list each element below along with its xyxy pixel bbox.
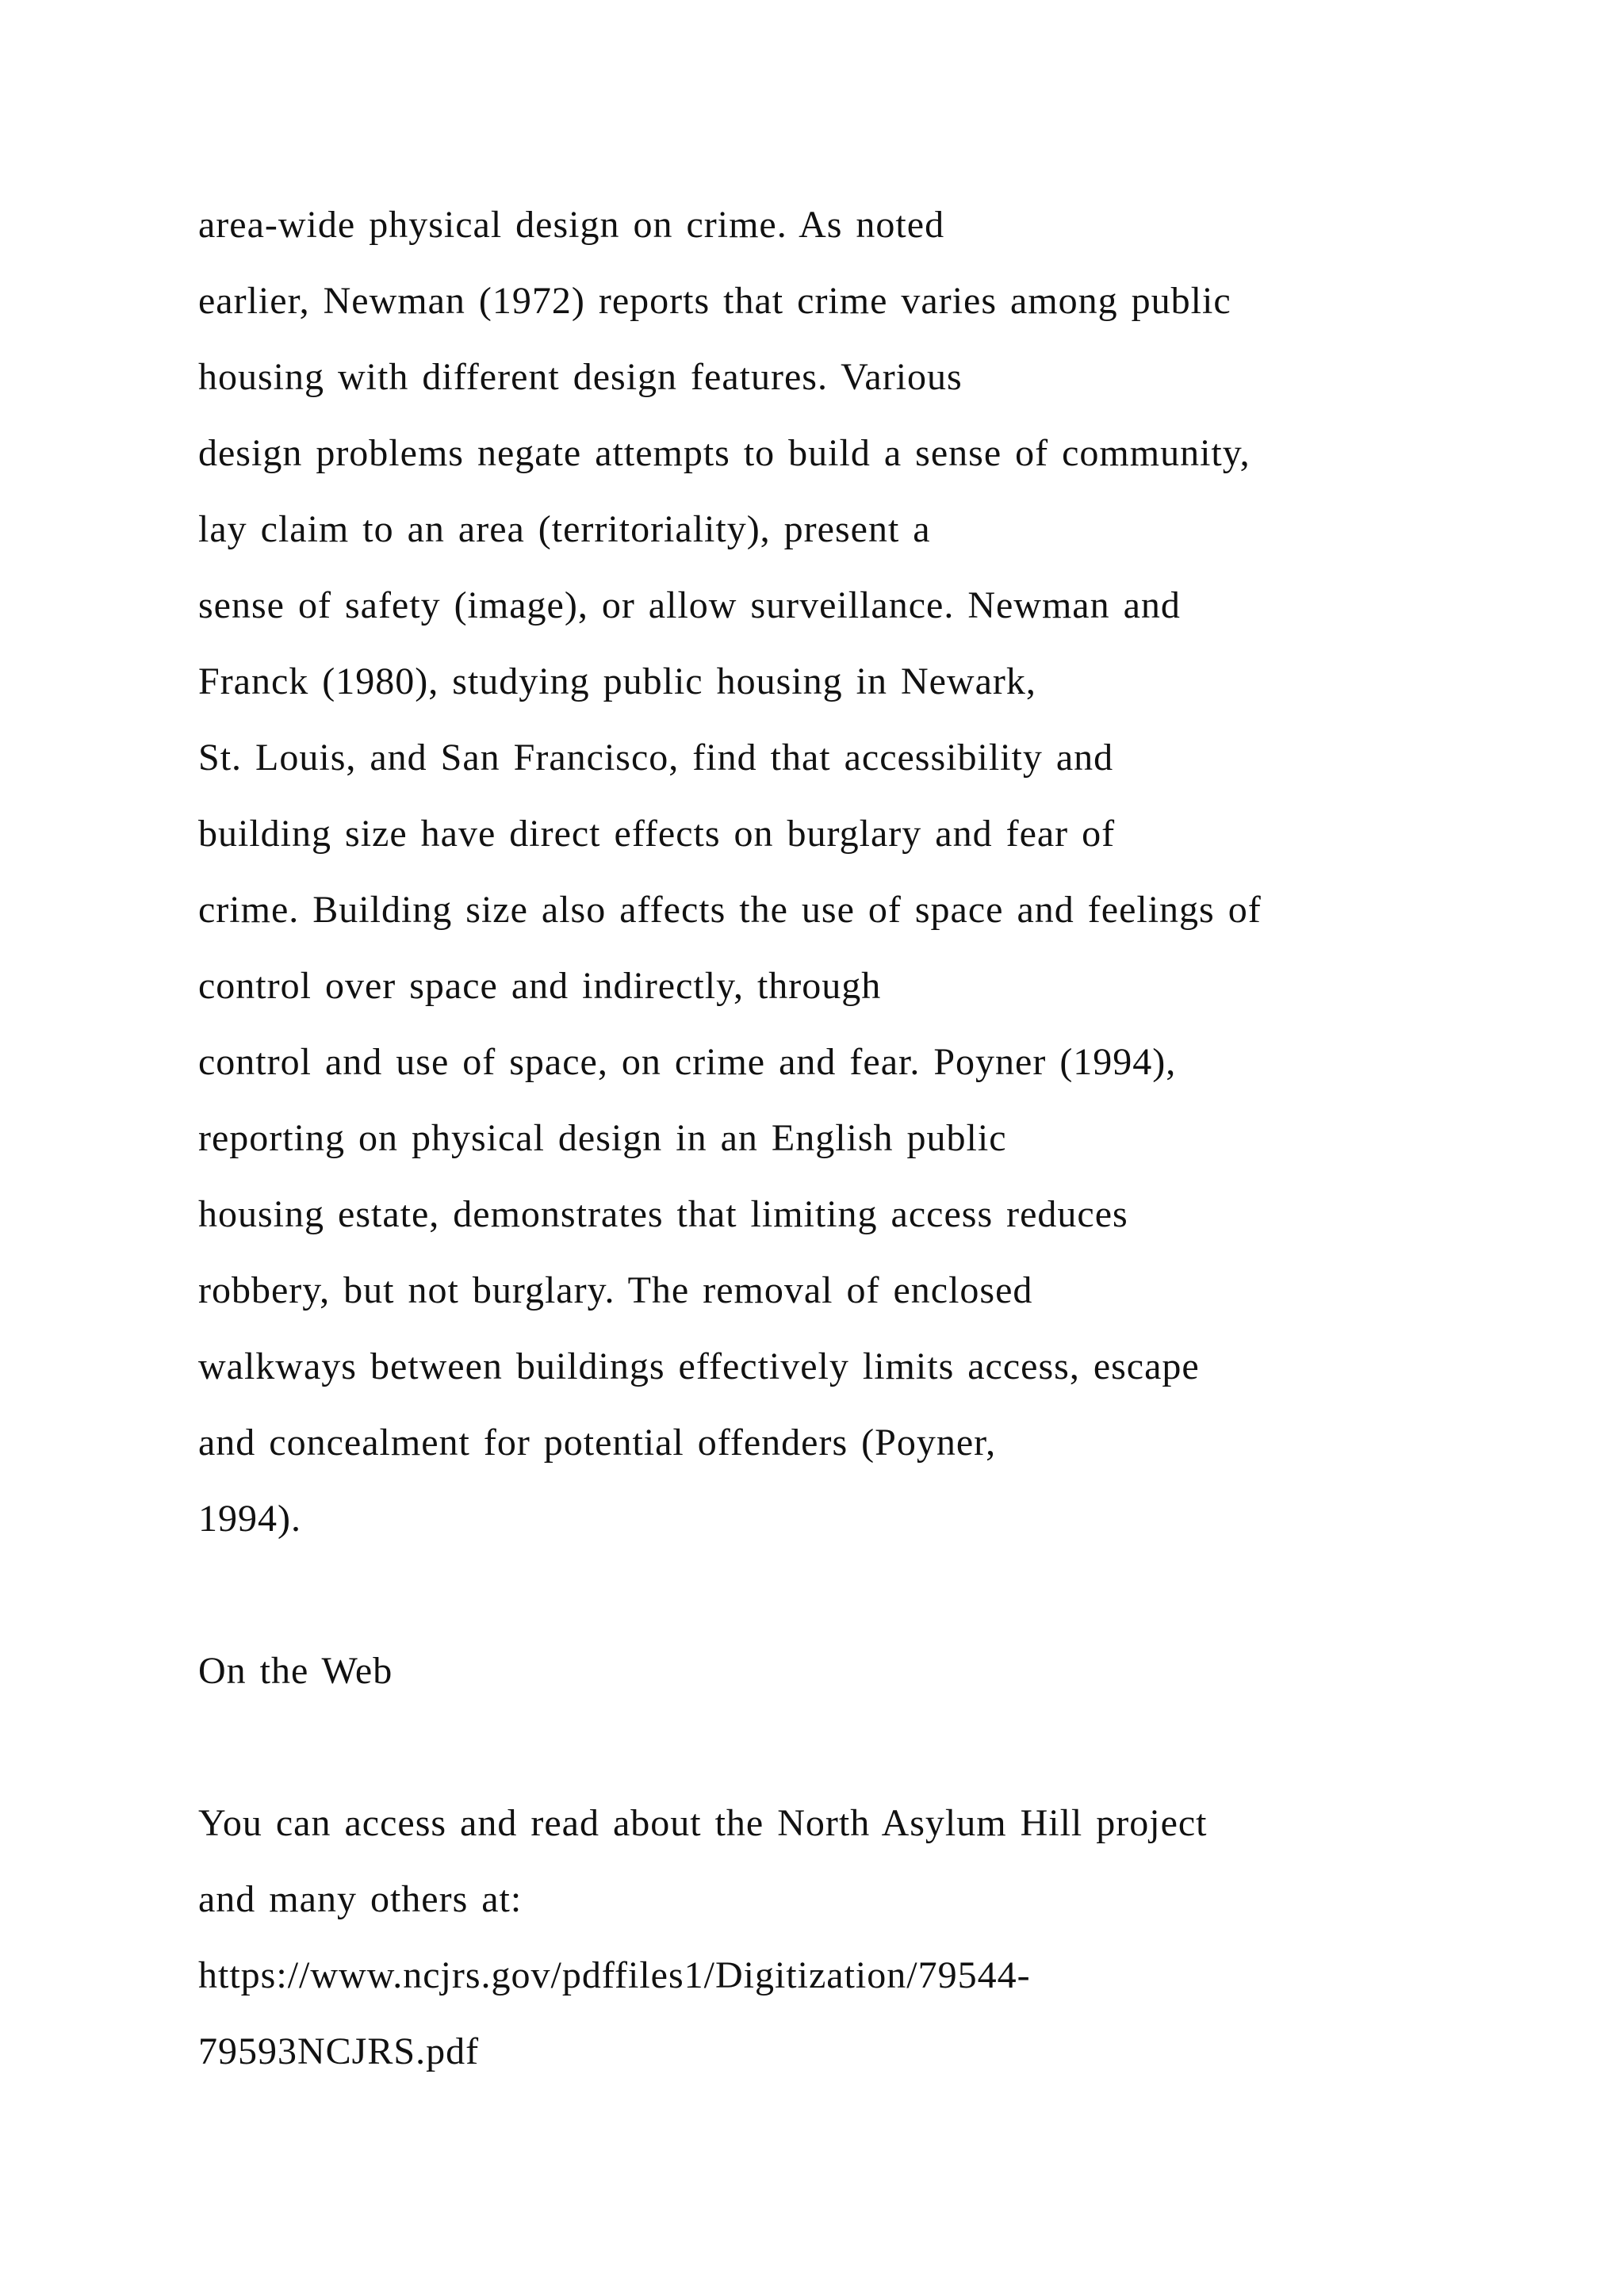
body-line: Franck (1980), studying public housing in Newark, <box>198 660 1036 702</box>
body-line: design problems negate attempts to build a sense of community, <box>198 432 1251 474</box>
body-line: reporting on physical design in an English public <box>198 1117 1007 1159</box>
body-line: sense of safety (image), or allow surveillance. Newman and <box>198 584 1181 626</box>
document-body <box>198 187 1507 2090</box>
body-line: lay claim to an area (territoriality), present a <box>198 508 931 550</box>
body-line: control and use of space, on crime and fear. Poyner (1994), <box>198 1041 1177 1083</box>
web-line: You can access and read about the North Asylum Hill project <box>198 1802 1208 1844</box>
body-line: housing estate, demonstrates that limiting access reduces <box>198 1193 1128 1235</box>
body-line: and concealment for potential offenders (Poyner, <box>198 1422 997 1464</box>
body-line: control over space and indirectly, through <box>198 965 882 1007</box>
paragraph-gap <box>198 1557 1507 1633</box>
body-line: robbery, but not burglary. The removal of enclosed <box>198 1269 1033 1311</box>
body-line: walkways between buildings effectively limits access, escape <box>198 1345 1200 1387</box>
url-link[interactable]: https://www.ncjrs.gov/pdffiles1/Digitization/79544- <box>198 1954 1031 1996</box>
body-line: 1994). <box>198 1498 301 1540</box>
section-heading: On the Web <box>198 1650 393 1692</box>
body-line: crime. Building size also affects the use of space and feelings of <box>198 889 1262 931</box>
web-line: and many others at: <box>198 1878 523 1920</box>
body-line: building size have direct effects on burglary and fear of <box>198 813 1116 855</box>
body-line: earlier, Newman (1972) reports that crime varies among public <box>198 280 1231 322</box>
body-line: St. Louis, and San Francisco, find that accessibility and <box>198 737 1114 779</box>
paragraph-gap <box>198 1709 1507 1785</box>
body-line: area-wide physical design on crime. As noted <box>198 204 945 246</box>
body-line: housing with different design features. Various <box>198 356 963 398</box>
url-link[interactable]: 79593NCJRS.pdf <box>198 2030 480 2072</box>
